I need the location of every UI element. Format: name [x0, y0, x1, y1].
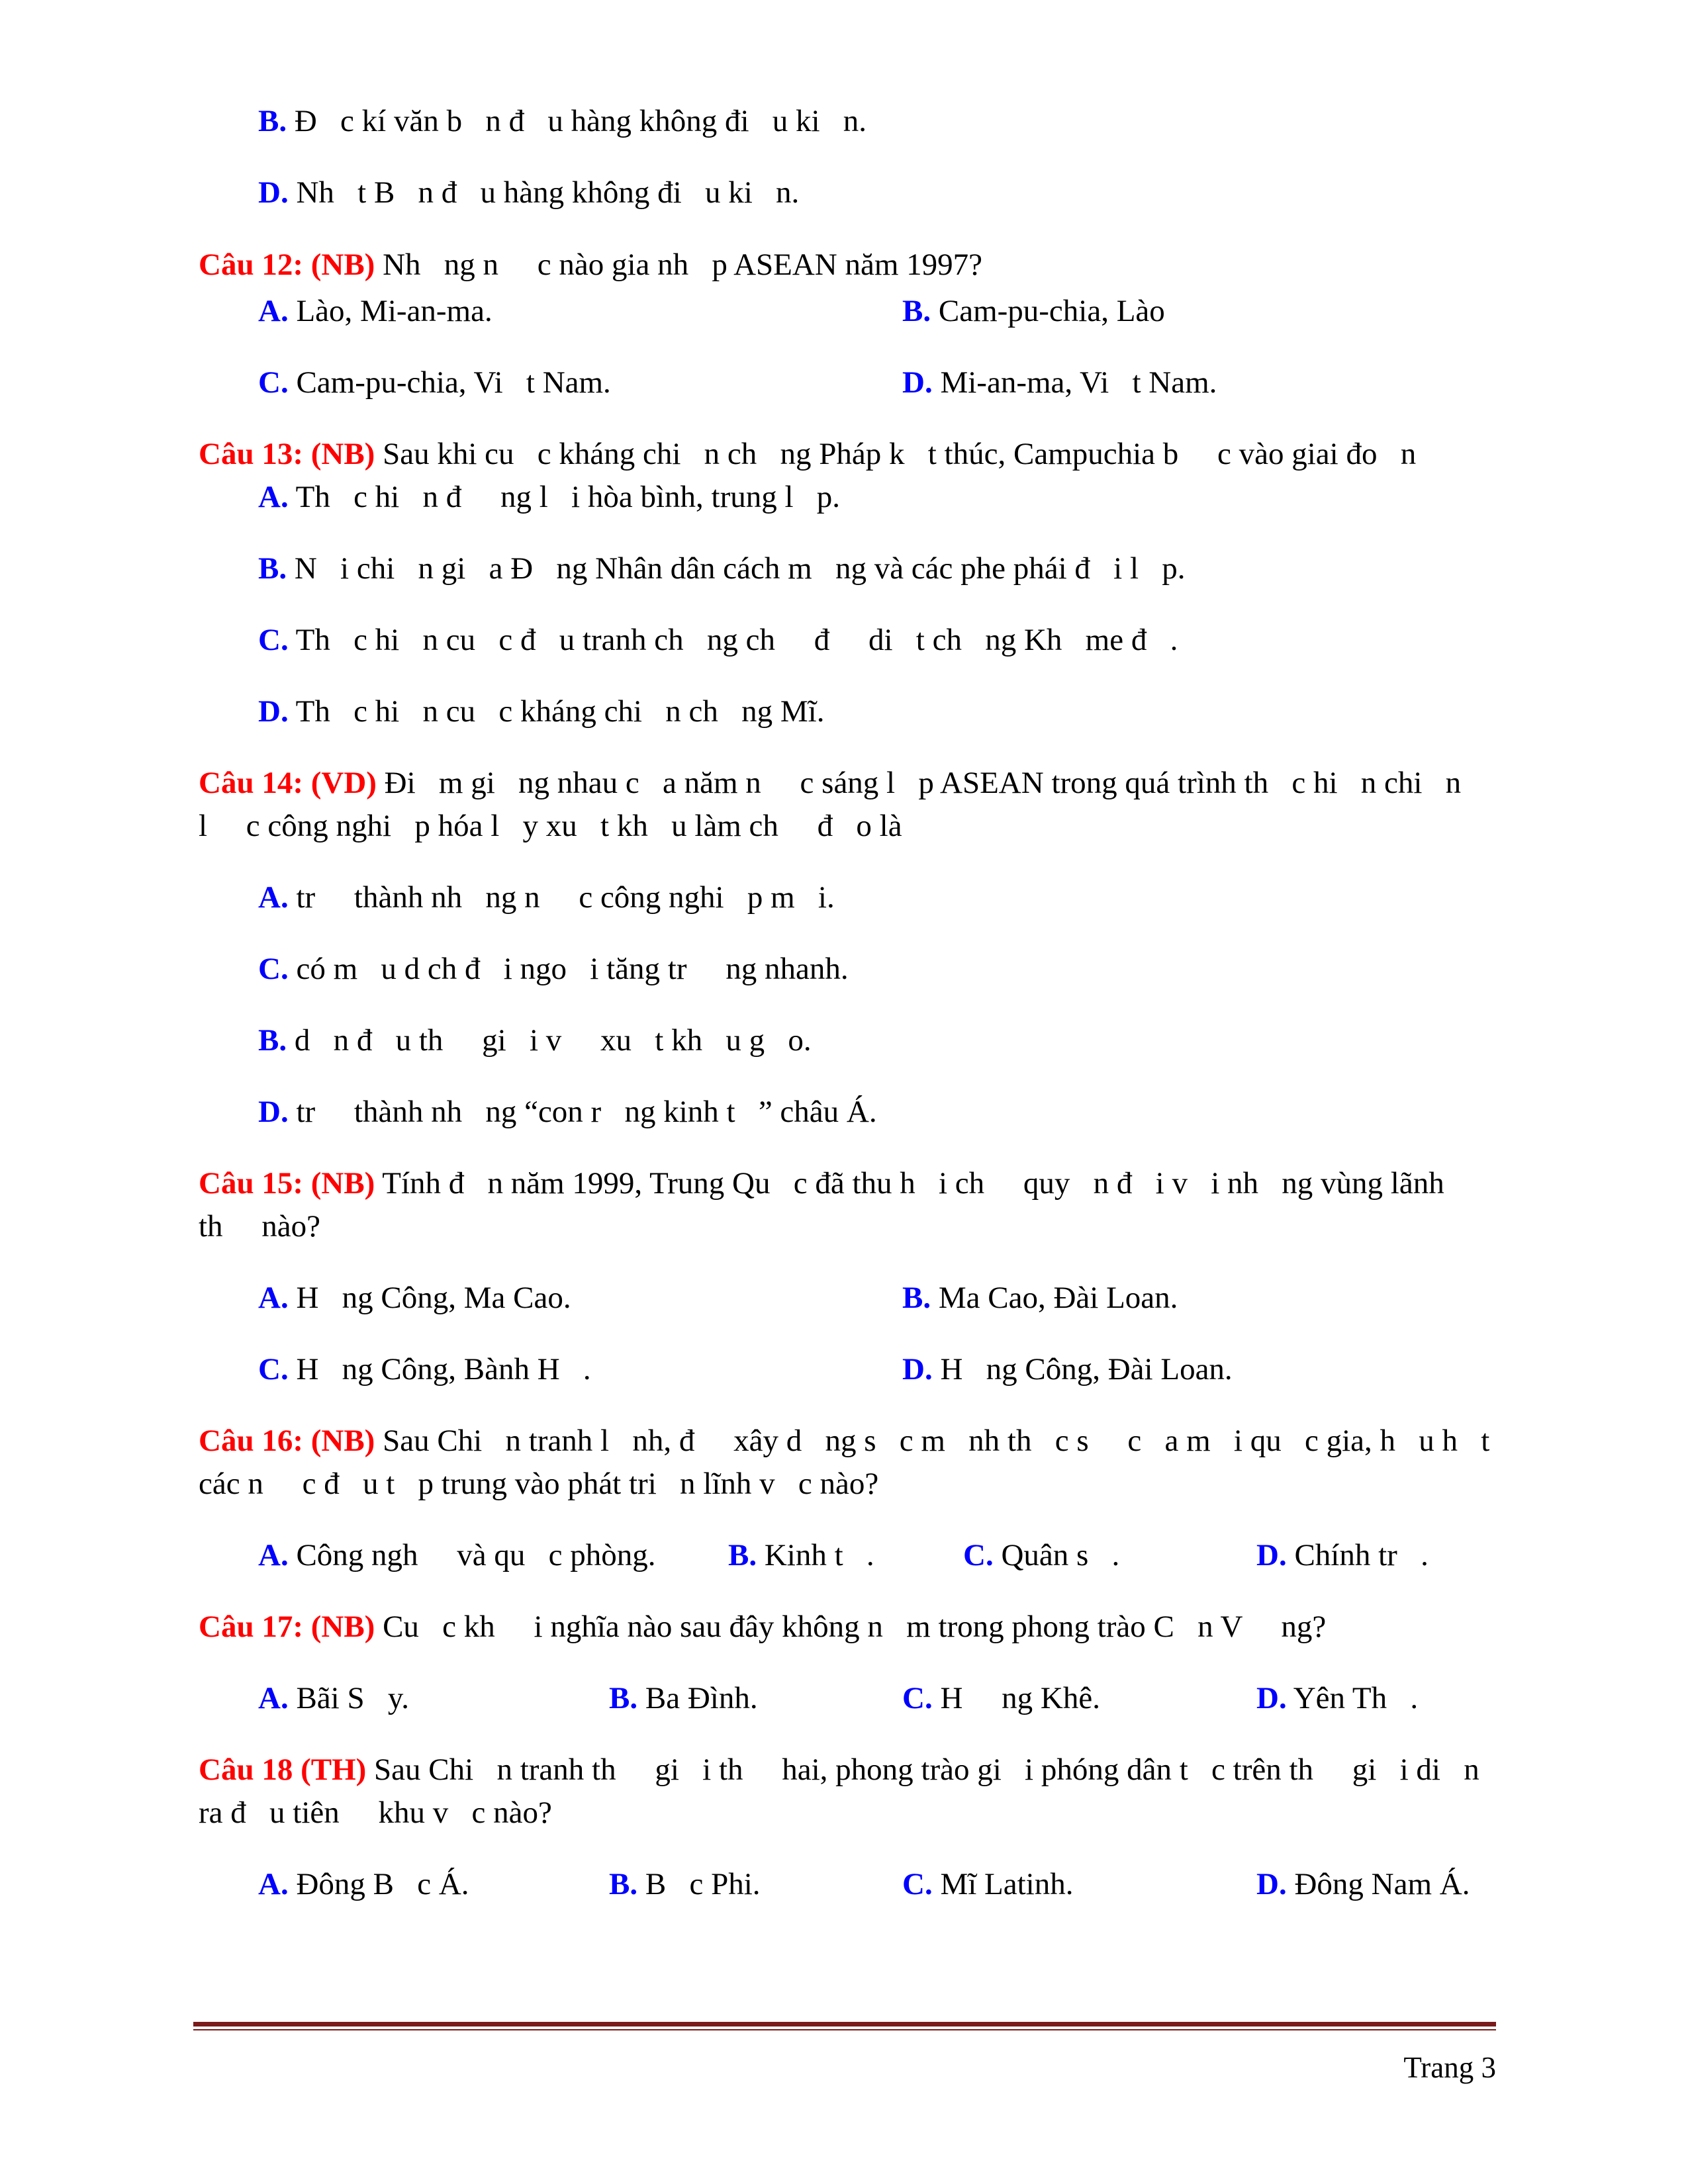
question-label: Câu 12: (NB) [199, 248, 375, 282]
footer-rule [193, 2022, 1496, 2026]
option-text: Ma Cao, Đài Loan. [931, 1281, 1178, 1315]
question-label: Câu 18 (TH) [199, 1752, 367, 1787]
question-label: Câu 17: (NB) [199, 1610, 375, 1644]
q13-option-c [258, 625, 1178, 656]
option-label: C. [258, 623, 289, 657]
question-text: Tính đ n năm 1999, Trung Qu c đã thu h i ch quy n đ i v i nh ng vùng lãnh [375, 1166, 1444, 1201]
option-label: B. [902, 294, 931, 328]
question-label: Câu 15: (NB) [199, 1166, 375, 1201]
question-text: Sau Chi n tranh l nh, đ xây d ng s c m nh th c s c a m i qu c gia, h u h t [375, 1424, 1490, 1458]
option-label: C. [902, 1867, 933, 1901]
option-label: B. [609, 1681, 638, 1715]
q17-option-c [902, 1683, 1100, 1714]
q16-option-d [1256, 1540, 1429, 1571]
option-text: Ba Đình. [637, 1681, 758, 1715]
option-label: C. [963, 1538, 994, 1572]
q12-option-d [902, 367, 1217, 398]
option-text: tr thành nh ng “con r ng kinh t ” châu Á. [288, 1095, 877, 1129]
q14-option-b [258, 1025, 812, 1056]
option-text: Th c hi n cu c kháng chi n ch ng Mĩ. [288, 694, 825, 729]
q13-option-b [258, 553, 1186, 584]
option-text: H ng Công, Ma Cao. [288, 1281, 571, 1315]
q17-option-b [609, 1683, 758, 1714]
option-label: C. [258, 952, 289, 986]
option-text: Quân s . [993, 1538, 1120, 1572]
option-text: H ng Công, Bành H . [288, 1352, 591, 1387]
question-12 [199, 250, 982, 281]
q18-option-d [1256, 1869, 1470, 1900]
option-label: D. [902, 1352, 933, 1387]
option-label: D. [1256, 1538, 1287, 1572]
question-14 [199, 768, 1461, 799]
q14-option-d [258, 1097, 877, 1128]
q13-option-d [258, 696, 824, 727]
option-label: C. [258, 1352, 289, 1387]
option-text: N i chi n gi a Đ ng Nhân dân cách m ng và các phe phái đ i l p. [287, 551, 1186, 586]
question-15 [199, 1168, 1444, 1199]
option-text: Cam-pu-chia, Lào [931, 294, 1165, 328]
option-label: C. [902, 1681, 933, 1715]
option-text: Th c hi n cu c đ u tranh ch ng ch đ di t ch ng Kh me đ . [288, 623, 1178, 657]
option-text: Nh t B n đ u hàng không đi u ki n. [288, 175, 800, 210]
option-text: Lào, Mi-an-ma. [288, 294, 492, 328]
option-label: B. [258, 551, 287, 586]
question-label: Câu 13: (NB) [199, 437, 375, 471]
q14-option-c [258, 954, 849, 985]
option-text: có m u d ch đ i ngo i tăng tr ng nhanh. [288, 952, 849, 986]
question-text: Sau khi cu c kháng chi n ch ng Pháp k t thúc, Campuchia b c vào giai đo n [375, 437, 1417, 471]
option-text: Đông B c Á. [288, 1867, 469, 1901]
option-label: A. [258, 880, 289, 915]
q14-option-a [258, 882, 835, 913]
option-text: Đông Nam Á. [1286, 1867, 1470, 1901]
option-text: Cam-pu-chia, Vi t Nam. [288, 365, 611, 400]
option-label: B. [258, 1023, 287, 1058]
question-18 [199, 1754, 1479, 1786]
q12-option-b [902, 296, 1165, 327]
q18-option-c [902, 1869, 1074, 1900]
question-label: Câu 14: (VD) [199, 766, 377, 800]
option-text: Mi-an-ma, Vi t Nam. [932, 365, 1217, 400]
option-text: d n đ u th gi i v xu t kh u g o. [287, 1023, 812, 1058]
option-text: Công ngh và qu c phòng. [288, 1538, 656, 1572]
option-label: B. [728, 1538, 757, 1572]
question-label: Câu 16: (NB) [199, 1424, 375, 1458]
option-label: A. [258, 1538, 289, 1572]
option-label: A. [258, 480, 289, 514]
q16-option-c [963, 1540, 1119, 1571]
carry-option-b [258, 106, 867, 137]
question-17 [199, 1612, 1326, 1643]
question-16-line2: các n c đ u t p trung vào phát tri n lĩnh v c nào? [199, 1467, 879, 1501]
question-text: Cu c kh i nghĩa nào sau đây không n m trong phong trào C n V ng? [375, 1610, 1327, 1644]
option-label: B. [902, 1281, 931, 1315]
question-text: Nh ng n c nào gia nh p ASEAN năm 1997? [375, 248, 983, 282]
q17-option-d [1256, 1683, 1418, 1714]
option-text: Kinh t . [757, 1538, 874, 1572]
q16-option-b [728, 1540, 874, 1571]
option-text: Chính tr . [1286, 1538, 1429, 1572]
q12-option-a [258, 296, 492, 327]
option-text: B c Phi. [637, 1867, 761, 1901]
option-label: A. [258, 1681, 289, 1715]
option-label: B. [609, 1867, 638, 1901]
question-15-line2: th nào? [199, 1209, 321, 1244]
footer-rule-thin [193, 2029, 1496, 2030]
q17-option-a [258, 1683, 409, 1714]
option-label: A. [258, 294, 289, 328]
question-14-line2: l c công nghi p hóa l y xu t kh u làm ch đ o là [199, 809, 902, 843]
q15-option-d [902, 1354, 1233, 1385]
option-label: C. [258, 365, 289, 400]
q13-option-a [258, 482, 840, 513]
page-number: Trang 3 [1403, 2051, 1496, 2084]
option-text: Đ c kí văn b n đ u hàng không đi u ki n. [287, 104, 867, 138]
option-label: D. [258, 175, 289, 210]
option-text: Mĩ Latinh. [932, 1867, 1074, 1901]
option-label: D. [258, 694, 289, 729]
option-label: D. [1256, 1867, 1287, 1901]
q15-option-c [258, 1354, 591, 1385]
q12-option-c [258, 367, 611, 398]
option-label: D. [258, 1095, 289, 1129]
q15-option-b [902, 1283, 1178, 1314]
q15-option-a [258, 1283, 571, 1314]
q18-option-b [609, 1869, 761, 1900]
option-text: H ng Khê. [932, 1681, 1100, 1715]
q18-option-a [258, 1869, 469, 1900]
option-label: A. [258, 1281, 289, 1315]
option-label: D. [902, 365, 933, 400]
option-text: Yên Th . [1286, 1681, 1419, 1715]
question-13 [199, 439, 1416, 470]
question-text: Đi m gi ng nhau c a năm n c sáng l p ASEAN trong quá trình th c hi n chi n [376, 766, 1462, 800]
question-18-line2: ra đ u tiên khu v c nào? [199, 1796, 552, 1830]
q16-option-a [258, 1540, 656, 1571]
question-text: Sau Chi n tranh th gi i th hai, phong trào gi i phóng dân t c trên th gi i di n [366, 1752, 1479, 1787]
option-label: D. [1256, 1681, 1287, 1715]
option-text: tr thành nh ng n c công nghi p m i. [288, 880, 835, 915]
question-16 [199, 1426, 1489, 1457]
option-text: Th c hi n đ ng l i hòa bình, trung l p. [288, 480, 841, 514]
option-label: B. [258, 104, 287, 138]
option-text: Bãi S y. [288, 1681, 410, 1715]
carry-option-d [258, 177, 799, 208]
option-text: H ng Công, Đài Loan. [932, 1352, 1233, 1387]
option-label: A. [258, 1867, 289, 1901]
